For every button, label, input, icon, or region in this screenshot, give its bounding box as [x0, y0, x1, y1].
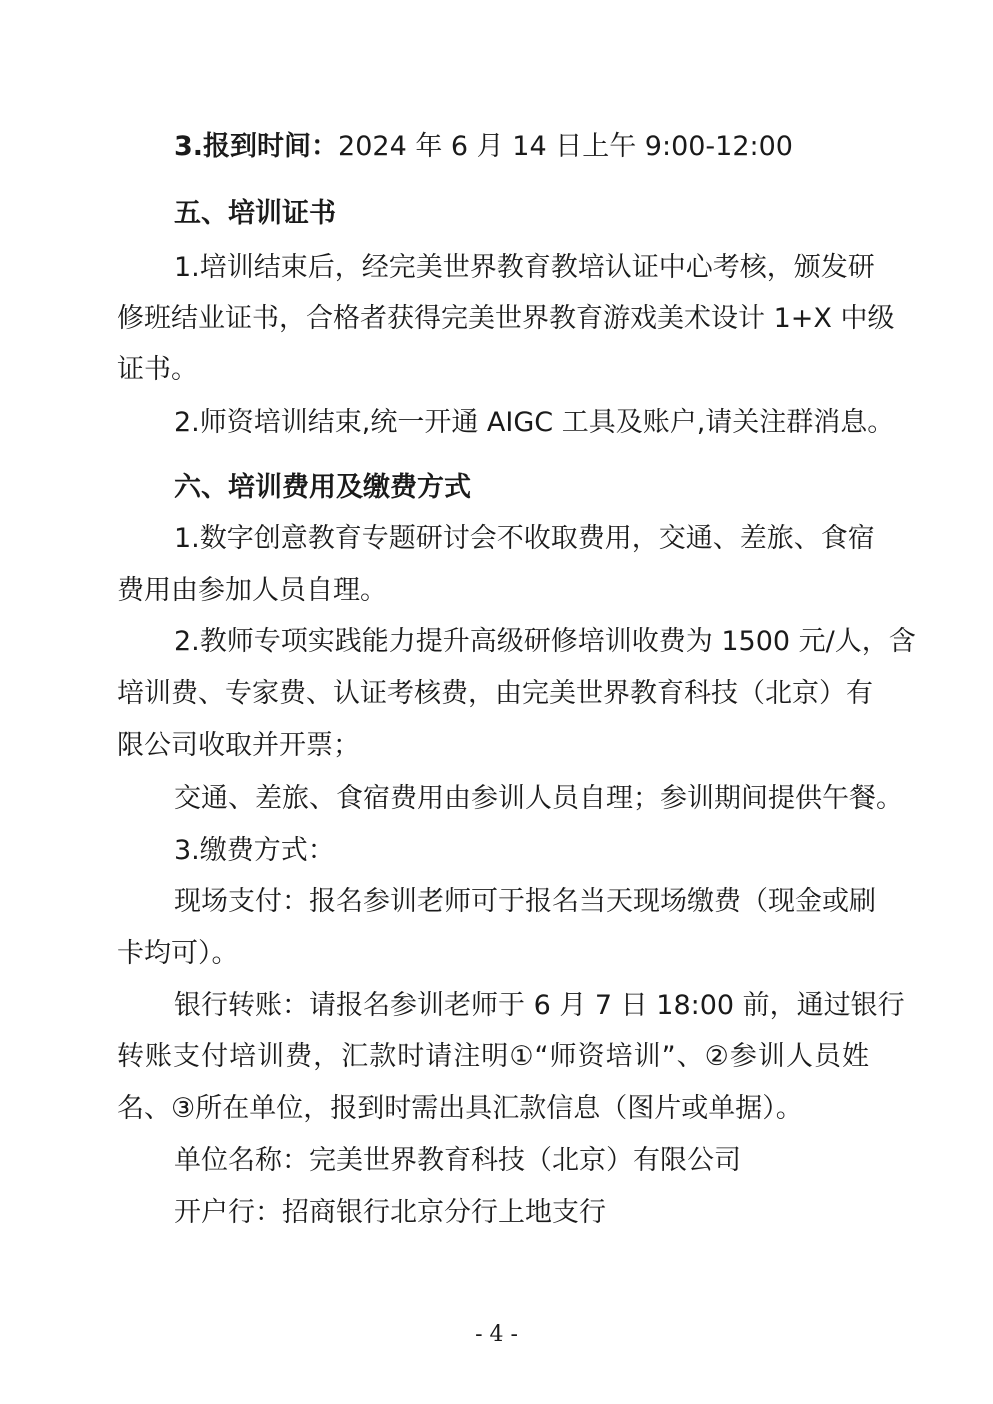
section-6-paragraph-2-line-1: 2.教师专项实践能力提升高级研修培训收费为 1500 元/人，含 [174, 626, 916, 657]
section-6-heading: 六、培训费用及缴费方式 [174, 472, 471, 503]
section-5-paragraph-1-line-2: 修班结业证书，合格者获得完美世界教育游戏美术设计 1+X 中级 [117, 303, 895, 334]
section-5-paragraph-1-line-1: 1.培训结束后，经完美世界教育教培认证中心考核，颁发研 [174, 252, 875, 283]
page-number: - 4 - [475, 1322, 518, 1347]
registration-time [174, 129, 793, 165]
section-6-paragraph-1-line-2: 费用由参加人员自理。 [117, 575, 387, 606]
section-6-paragraph-5-line-1: 现场支付：报名参训老师可于报名当天现场缴费（现金或刷 [174, 886, 876, 917]
section-5-paragraph-2: 2.师资培训结束,统一开通 AIGC 工具及账户,请关注群消息。 [174, 407, 895, 438]
section-6-paragraph-6-line-2: 转账支付培训费，汇款时请注明①“师资培训”、②参训人员姓 [117, 1041, 869, 1072]
company-name: 单位名称：完美世界教育科技（北京）有限公司 [174, 1145, 741, 1176]
section-6-paragraph-2-line-3: 限公司收取并开票； [117, 730, 360, 761]
section-6-paragraph-2-line-2: 培训费、专家费、认证考核费，由完美世界教育科技（北京）有 [117, 678, 873, 709]
section-6-paragraph-6-line-1: 银行转账：请报名参训老师于 6 月 7 日 18:00 前，通过银行 [174, 990, 905, 1021]
bank-name: 开户行：招商银行北京分行上地支行 [174, 1197, 606, 1228]
registration-time-label: 3.报到时间： [174, 131, 339, 162]
section-5-heading: 五、培训证书 [174, 198, 336, 229]
section-6-paragraph-3: 交通、差旅、食宿费用由参训人员自理；参训期间提供午餐。 [174, 783, 903, 814]
section-6-paragraph-6-line-3: 名、③所在单位，报到时需出具汇款信息（图片或单据）。 [117, 1093, 803, 1124]
registration-time-value: 2024 年 6 月 14 日上午 9:00-12:00 [338, 131, 793, 162]
section-5-paragraph-1-line-3: 证书。 [117, 354, 198, 385]
section-6-paragraph-4: 3.缴费方式： [174, 835, 335, 866]
section-6-paragraph-1-line-1: 1.数字创意教育专题研讨会不收取费用，交通、差旅、食宿 [174, 523, 875, 554]
section-6-paragraph-5-line-2: 卡均可）。 [117, 938, 239, 969]
